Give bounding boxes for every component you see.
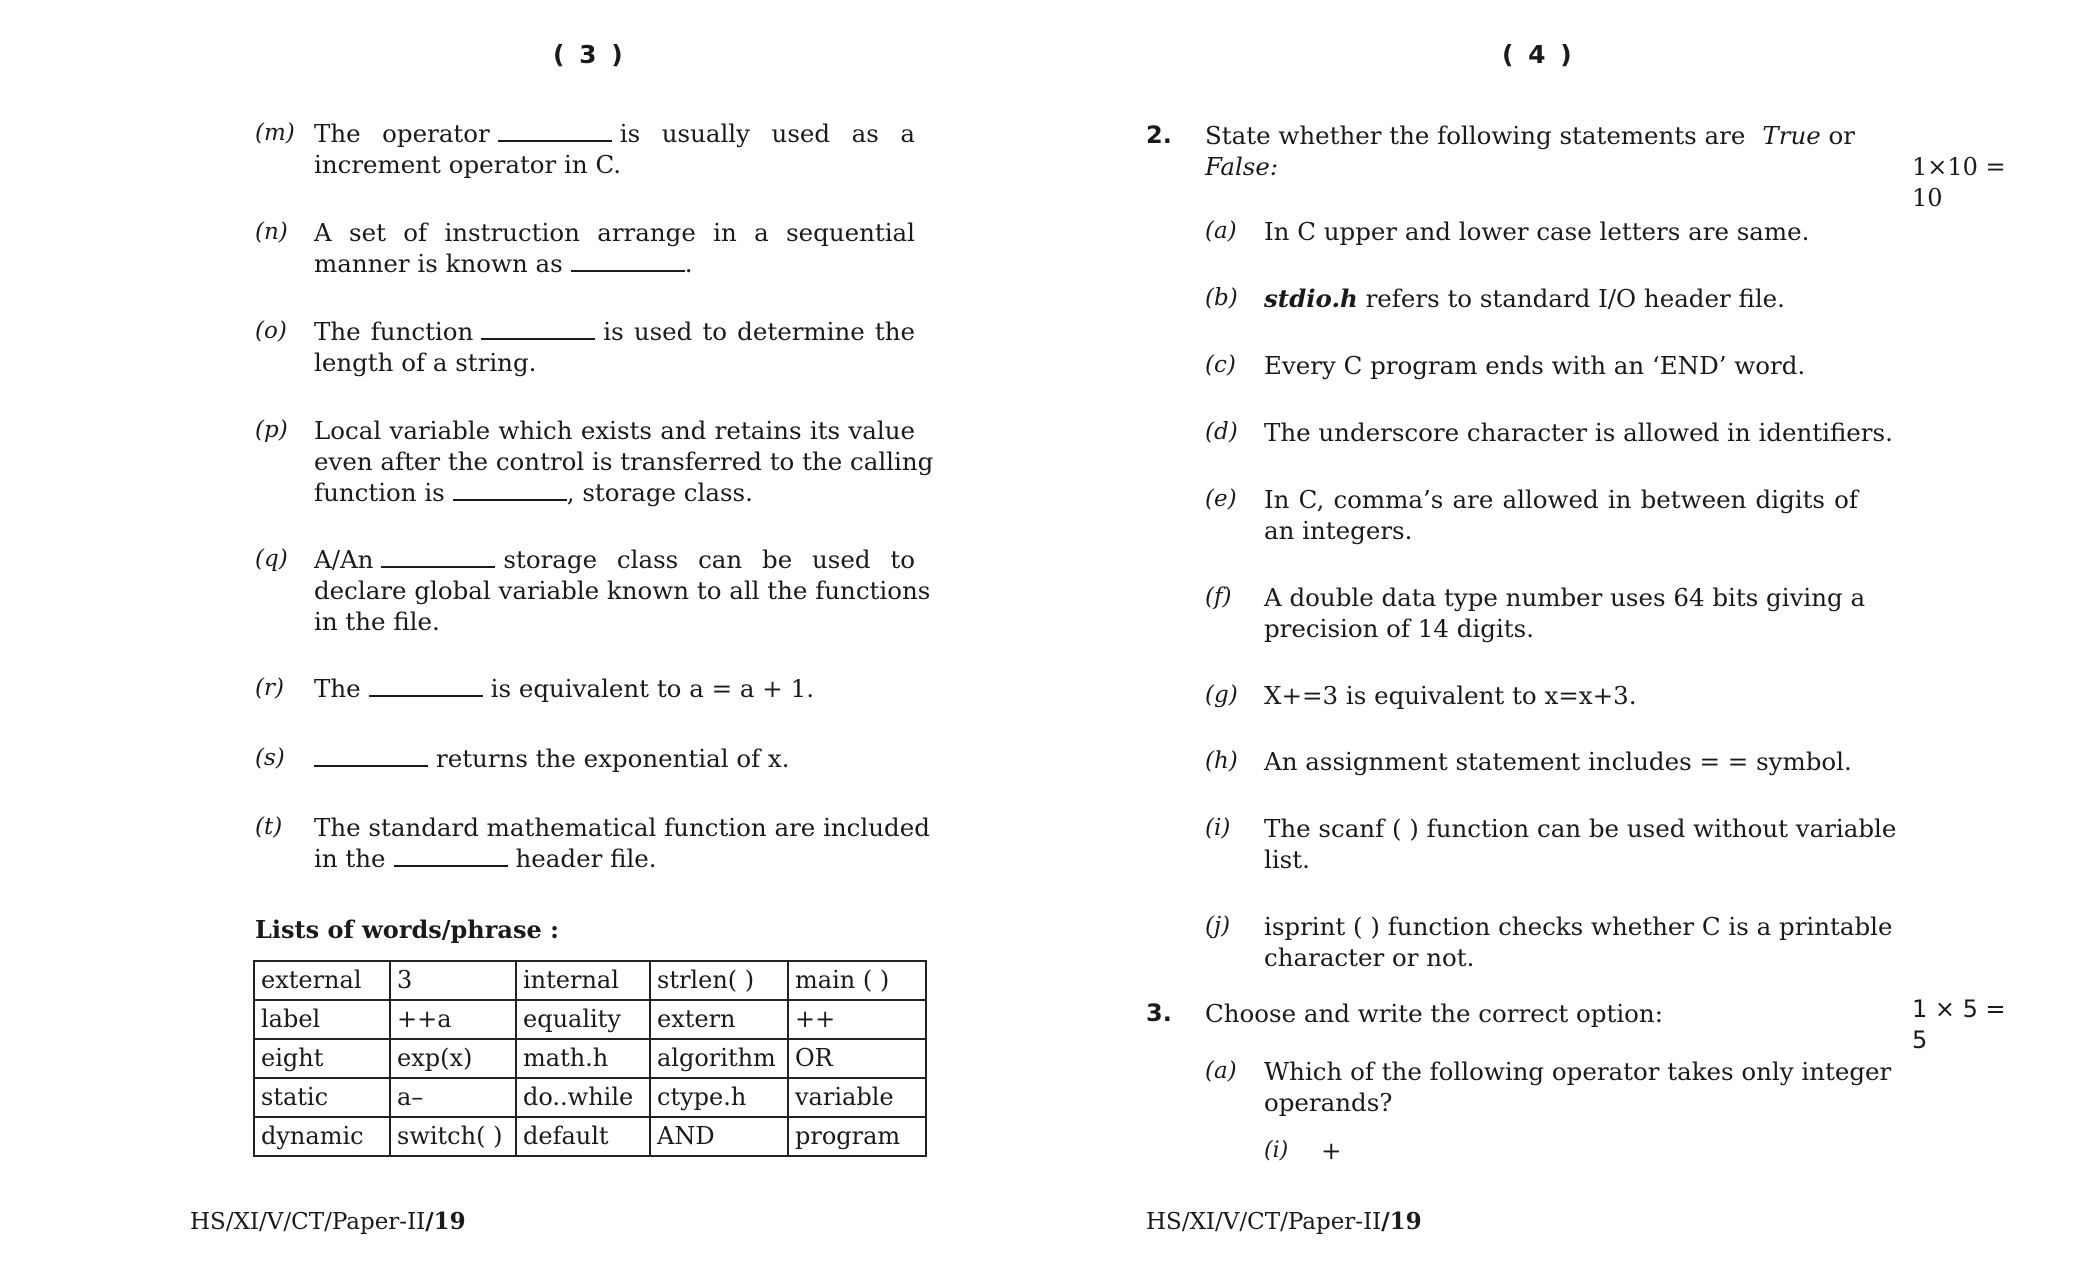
item-text: The standard mathematical function are included in the header file.	[314, 813, 930, 873]
marks-label: 1×10 = 10	[1912, 153, 2006, 212]
table-cell: switch( )	[390, 1117, 516, 1156]
item-text: The is equivalent to a = a + 1.	[314, 674, 814, 703]
fill-blank	[453, 479, 567, 501]
item-text: A set of instruction arrange in a sequential manner is known as .	[314, 218, 915, 278]
item-label: (e)	[1205, 486, 1237, 512]
item-label: (b)	[1205, 285, 1238, 311]
page-number: ( 3 )	[553, 40, 626, 69]
item-label: (c)	[1205, 352, 1236, 378]
item-label: (d)	[1205, 419, 1238, 445]
fill-blank	[369, 675, 483, 697]
question-text: State whether the following statements are True or False:	[1205, 121, 1855, 181]
item-label: (o)	[255, 318, 287, 344]
page-number: ( 4 )	[1502, 40, 1575, 69]
table-cell: main ( )	[788, 961, 926, 1000]
fill-blank	[481, 318, 595, 340]
item-label: (m)	[255, 120, 295, 146]
item-text: X+=3 is equivalent to x=x+3.	[1264, 681, 1637, 710]
table-cell: dynamic	[254, 1117, 390, 1156]
item-label: (p)	[255, 417, 288, 443]
item-text: The underscore character is allowed in identifiers.	[1264, 418, 1893, 447]
item-text: A/An storage class can be used to declare global variable known to all the functions in the file.	[314, 545, 931, 636]
item-label: (h)	[1205, 748, 1238, 774]
table-cell: algorithm	[650, 1039, 788, 1078]
table-row	[254, 1000, 926, 1039]
item-text: Local variable which exists and retains its value even after the control is transferred to the calling function is , storage class.	[314, 416, 934, 507]
table-cell: variable	[788, 1078, 926, 1117]
table-row	[254, 1117, 926, 1156]
item-text: stdio.h refers to standard I/O header file.	[1264, 284, 1785, 313]
item-text: In C upper and lower case letters are same.	[1264, 217, 1810, 246]
table-cell: static	[254, 1078, 390, 1117]
item-label: (a)	[1205, 1058, 1237, 1084]
table-cell: default	[516, 1117, 650, 1156]
table-row	[254, 1078, 926, 1117]
item-label: (a)	[1205, 218, 1237, 244]
item-text: The operator is usually used as a increment operator in C.	[314, 119, 915, 179]
item-text: Which of the following operator takes only integer operands?	[1264, 1057, 1892, 1117]
table-cell: program	[788, 1117, 926, 1156]
item-label: (n)	[255, 219, 288, 245]
page-footer: HS/XI/V/CT/Paper-II/19	[1146, 1208, 1422, 1235]
item-text: A double data type number uses 64 bits giving a precision of 14 digits.	[1264, 583, 1866, 643]
fill-blank	[381, 546, 495, 568]
item-label: (q)	[255, 546, 288, 572]
item-text: The scanf ( ) function can be used without variable list.	[1264, 814, 1897, 874]
item-label: (t)	[255, 814, 283, 840]
question-number: 3.	[1146, 999, 1172, 1027]
item-label: (j)	[1205, 913, 1231, 939]
item-text: In C, comma’s are allowed in between digits of an integers.	[1264, 485, 1858, 545]
table-cell: strlen( )	[650, 961, 788, 1000]
table-row	[254, 961, 926, 1000]
item-text: An assignment statement includes = = symbol.	[1264, 747, 1852, 776]
fill-blank	[498, 120, 612, 142]
table-cell: external	[254, 961, 390, 1000]
table-cell: label	[254, 1000, 390, 1039]
table-cell: extern	[650, 1000, 788, 1039]
marks-label: 1 × 5 = 5	[1912, 995, 2006, 1054]
fill-blank	[394, 845, 508, 867]
table-cell: eight	[254, 1039, 390, 1078]
table-row	[254, 1039, 926, 1078]
table-cell: internal	[516, 961, 650, 1000]
item-label: (f)	[1205, 584, 1232, 610]
table-cell: OR	[788, 1039, 926, 1078]
table-cell: ++a	[390, 1000, 516, 1039]
question-text: Choose and write the correct option:	[1205, 999, 1663, 1028]
table-cell: do..while	[516, 1078, 650, 1117]
word-list-title: Lists of words/phrase :	[255, 915, 559, 944]
fill-blank	[571, 250, 685, 272]
page-4	[1050, 0, 2100, 1275]
word-list-table	[253, 960, 927, 1157]
fill-blank	[314, 745, 428, 767]
table-cell: a–	[390, 1078, 516, 1117]
item-text: Every C program ends with an ‘END’ word.	[1264, 351, 1806, 380]
table-cell: equality	[516, 1000, 650, 1039]
item-label: (r)	[255, 675, 284, 701]
table-cell: AND	[650, 1117, 788, 1156]
table-cell: ctype.h	[650, 1078, 788, 1117]
item-label: (s)	[255, 745, 285, 771]
option-label: (i)	[1264, 1138, 1289, 1163]
question-number: 2.	[1146, 121, 1172, 149]
item-text: returns the exponential of x.	[314, 743, 915, 774]
item-label: (i)	[1205, 815, 1231, 841]
table-cell: ++	[788, 1000, 926, 1039]
table-cell: exp(x)	[390, 1039, 516, 1078]
option-text: +	[1321, 1136, 1342, 1165]
item-text: isprint ( ) function checks whether C is a printable character or not.	[1264, 912, 1893, 972]
page-footer: HS/XI/V/CT/Paper-II/19	[190, 1208, 466, 1235]
table-cell: 3	[390, 961, 516, 1000]
item-text: The function is used to determine the length of a string.	[314, 317, 915, 377]
item-label: (g)	[1205, 682, 1238, 708]
table-cell: math.h	[516, 1039, 650, 1078]
